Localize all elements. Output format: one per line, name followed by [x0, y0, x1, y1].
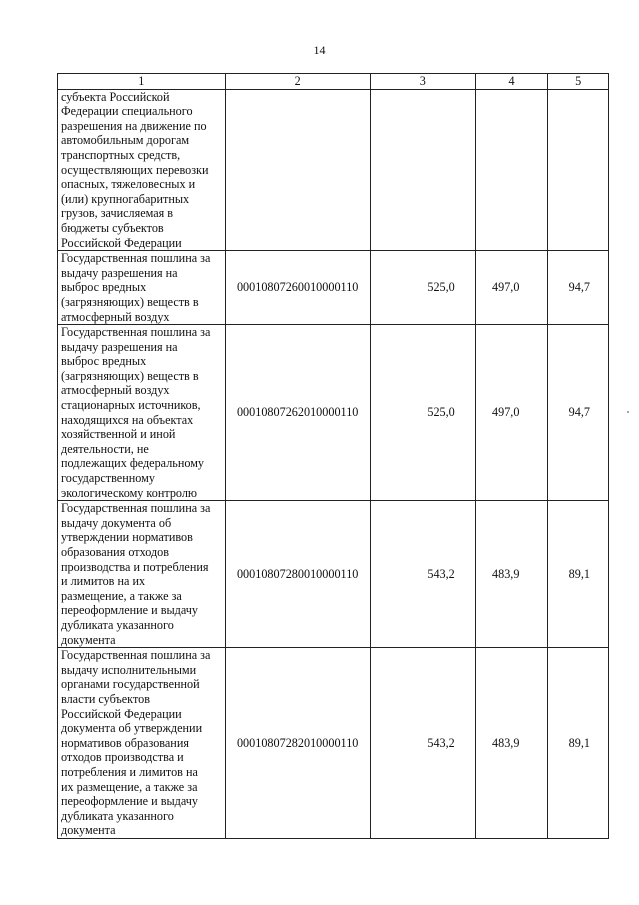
row-code: [225, 89, 370, 251]
row-value-col4: [475, 89, 548, 251]
row-value-col3: 543,2: [370, 648, 475, 839]
revenue-table: [57, 73, 609, 839]
row-code: 00010807282010000110: [225, 648, 370, 839]
table-row: [58, 89, 609, 251]
row-value-col4: 497,0: [475, 251, 548, 325]
row-value-col4: 497,0: [475, 325, 548, 501]
row-value-col5: 94,7: [548, 325, 609, 501]
column-header-3: 3: [370, 74, 475, 90]
row-description: субъекта Российской Федерации специального разрешения на движение по автомобильным дорогам транспортных средств, осуществляющих перевозки опасных, тяжеловесных и (или) крупногабаритных грузов, зачисляемая в бюджеты субъектов Российской Федерации: [58, 89, 226, 251]
row-description: Государственная пошлина за выдачу разрешения на выброс вредных (загрязняющих) веществ в атмосферный воздух: [58, 251, 226, 325]
row-code: 00010807260010000110: [225, 251, 370, 325]
row-description: Государственная пошлина за выдачу исполнительными органами государственной власти субъектов Российской Федерации документа об утверждении нормативов образования отходов производства и потребления и лимитов на их размещение, а также за переоформление и выдачу дубликата указанного документа: [58, 648, 226, 839]
table-row: [58, 501, 609, 648]
row-value-col3: 525,0: [370, 325, 475, 501]
row-value-col3: 525,0: [370, 251, 475, 325]
row-description: Государственная пошлина за выдачу документа об утверждении нормативов образования отходов производства и потребления и лимитов на их размещение, а также за переоформление и выдачу дубликата указанного документа: [58, 501, 226, 648]
row-value-col5: 94,7: [548, 251, 609, 325]
row-value-col3: [370, 89, 475, 251]
table-row: [58, 251, 609, 325]
column-header-2: 2: [225, 74, 370, 90]
column-header-5: 5: [548, 74, 609, 90]
row-code: 00010807280010000110: [225, 501, 370, 648]
row-code: 00010807262010000110: [225, 325, 370, 501]
column-header-4: 4: [475, 74, 548, 90]
row-value-col5: [548, 89, 609, 251]
table-row: [58, 325, 609, 501]
table-header-row: [58, 74, 609, 90]
row-description: Государственная пошлина за выдачу разрешения на выброс вредных (загрязняющих) веществ в атмосферный воздух стационарных источников, находящихся на объектах хозяйственной и иной деятельности, не подлежащих федеральному государственному экологическому контролю: [58, 325, 226, 501]
row-value-col5: 89,1: [548, 501, 609, 648]
table-row: [58, 648, 609, 839]
row-value-col5: 89,1: [548, 648, 609, 839]
row-value-col4: 483,9: [475, 648, 548, 839]
row-value-col4: 483,9: [475, 501, 548, 648]
row-value-col3: 543,2: [370, 501, 475, 648]
column-header-1: 1: [58, 74, 226, 90]
scan-speck: [627, 411, 629, 413]
page-number: 14: [313, 43, 326, 57]
